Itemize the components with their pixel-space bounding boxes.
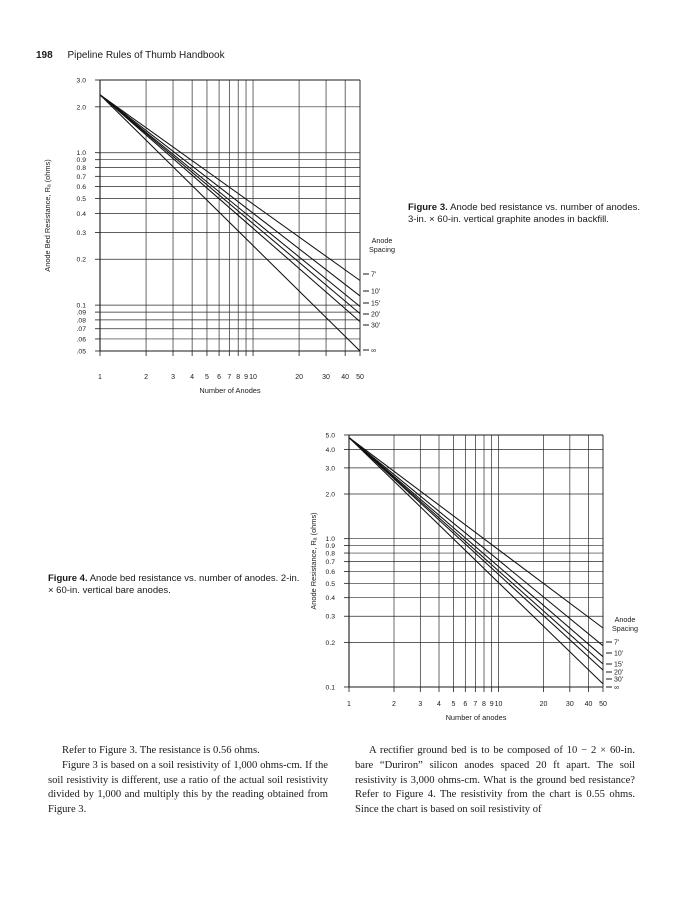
fig4-x-tick-label: 7 — [473, 701, 478, 708]
fig4-y-tick-label: 3.0 — [325, 465, 335, 473]
fig4-legend-title: Spacing — [612, 624, 638, 633]
fig3-x-tick-label: 2 — [144, 374, 149, 381]
body-paragraph: Refer to Figure 3. The resistance is 0.56 ohms. — [62, 745, 260, 756]
fig4-legend-label: ∞ — [614, 684, 619, 692]
fig3-x-tick-label: 20 — [295, 374, 304, 381]
fig4-y-tick-label: 0.6 — [325, 569, 335, 577]
fig3-legend-label: 30' — [371, 322, 381, 330]
fig3-legend-label: 10' — [371, 288, 381, 296]
fig4-series-line — [349, 438, 603, 670]
fig4-legend-label: 20' — [614, 669, 624, 677]
fig3-y-tick-label: 0.5 — [76, 196, 86, 204]
fig4-y-tick-label: 5.0 — [325, 432, 335, 440]
fig3-y-tick-label: 0.7 — [76, 173, 86, 181]
fig4-series-line — [349, 438, 603, 684]
fig4-series-line — [349, 438, 603, 657]
fig4-y-tick-label: 2.0 — [325, 491, 335, 499]
body-paragraph: Figure 3 is based on a soil resistivity of 1,000 ohms-cm. If the soil resistivity is different, use a ratio of the actual soil resistivity divided by 1,000 and multiply this by the reading obtained from Figure 3. — [48, 759, 328, 816]
fig4-x-tick-label: 50 — [599, 701, 607, 708]
fig4-y-tick-label: 1.0 — [325, 536, 335, 544]
fig3-x-tick-label: 40 — [341, 374, 350, 381]
fig4-x-tick-label: 30 — [565, 701, 574, 708]
fig4-legend-title: Anode — [614, 615, 636, 624]
fig4-y-tick-label: 0.8 — [325, 550, 335, 558]
fig4-y-tick-label: 0.1 — [325, 684, 335, 692]
page-number: 198 — [36, 50, 53, 61]
book-title: Pipeline Rules of Thumb Handbook — [67, 50, 225, 61]
figure-4-label: Figure 4. — [48, 573, 88, 584]
fig4-legend-label: 15' — [614, 661, 624, 669]
fig4-x-tick-label: 40 — [584, 701, 593, 708]
fig4-x-tick-label: 8 — [482, 701, 486, 708]
fig4-x-tick-label: 6 — [463, 701, 468, 708]
fig3-x-tick-label: 8 — [236, 374, 241, 381]
fig4-x-axis-title: Number of anodes — [445, 713, 507, 722]
fig4-y-tick-label: 0.7 — [325, 559, 335, 567]
fig3-legend-title: Anode — [371, 236, 393, 245]
fig3-legend-label: 20' — [371, 311, 381, 319]
fig4-x-tick-label: 9 — [489, 701, 494, 708]
fig3-legend-title: Spacing — [369, 245, 395, 254]
fig4-series-line — [349, 438, 603, 646]
fig3-y-tick-label: .08 — [76, 317, 86, 325]
fig4-x-tick-label: 3 — [418, 701, 423, 708]
fig3-x-tick-label: 7 — [227, 374, 232, 381]
fig4-legend-label: 10' — [614, 650, 624, 658]
fig3-y-tick-label: 0.2 — [76, 256, 86, 264]
fig3-y-tick-label: 0.4 — [76, 210, 86, 218]
fig4-y-tick-label: 0.9 — [325, 542, 335, 550]
figure-3-caption-text: Anode bed resistance vs. number of anodes. 3-in. × 60-in. vertical graphite anodes in backfill. — [408, 202, 640, 225]
fig3-y-tick-label: 0.9 — [76, 157, 86, 165]
fig4-y-tick-label: 0.4 — [325, 595, 335, 603]
fig4-x-tick-label: 20 — [539, 701, 548, 708]
fig3-y-tick-label: .09 — [76, 309, 86, 317]
fig3-y-tick-label: 0.1 — [76, 302, 86, 310]
fig4-legend-label: 30' — [614, 676, 624, 684]
fig3-y-tick-label: 0.3 — [76, 229, 86, 237]
fig4-x-tick-label: 4 — [437, 701, 441, 708]
figure-3-caption — [408, 202, 640, 226]
fig4-legend-label: 7' — [614, 639, 620, 647]
fig4-y-tick-label: 0.2 — [325, 639, 335, 647]
fig3-x-tick-label: 50 — [356, 374, 364, 381]
fig3-x-tick-label: 5 — [205, 374, 209, 381]
fig4-y-tick-label: 4.0 — [325, 446, 335, 454]
fig4-y-tick-label: 0.3 — [325, 613, 335, 621]
fig4-x-tick-label: 2 — [392, 701, 396, 708]
fig4-x-tick-label: 10 — [494, 701, 503, 708]
figure-3-label: Figure 3. — [408, 202, 448, 213]
fig3-legend-label: 7' — [371, 271, 377, 279]
fig3-x-axis-title: Number of Anodes — [199, 386, 261, 395]
fig3-y-tick-label: 0.8 — [76, 164, 86, 172]
figure-4-caption — [48, 573, 300, 597]
fig3-x-tick-label: 1 — [98, 374, 102, 381]
fig3-y-axis-title: Anode Bed Resistance, Rₐ (ohms) — [43, 159, 52, 272]
fig3-legend-label: ∞ — [371, 347, 376, 355]
fig4-x-tick-label: 1 — [347, 701, 351, 708]
fig3-y-tick-label: 1.0 — [76, 150, 86, 158]
body-text-left-column — [48, 744, 328, 818]
fig3-y-tick-label: 3.0 — [76, 77, 86, 85]
fig3-x-tick-label: 30 — [322, 374, 330, 381]
fig3-x-tick-label: 9 — [244, 374, 248, 381]
fig4-y-tick-label: 0.5 — [325, 580, 335, 588]
body-paragraph: A rectifier ground bed is to be composed of 10 − 2 × 60-in. bare “Duriron” silicon anodes spaced 20 ft apart. The soil resistivity is 3,000 ohms-cm. What is the ground bed resistance? Refer to Figure 4. The resistivity from the chart is 0.55 ohms. Since the chart is based on soil resistivity of — [355, 745, 635, 816]
fig4-series-line — [349, 438, 603, 664]
fig3-y-tick-label: .05 — [76, 348, 86, 356]
fig3-y-tick-label: 0.6 — [76, 184, 86, 192]
fig4-series-line — [349, 438, 603, 628]
fig3-x-tick-label: 10 — [249, 374, 257, 381]
fig3-x-tick-label: 4 — [190, 374, 195, 381]
fig3-y-tick-label: .06 — [76, 336, 86, 344]
body-text-right-column — [355, 744, 635, 818]
fig3-legend-label: 15' — [371, 300, 381, 308]
fig3-x-tick-label: 3 — [171, 374, 175, 381]
fig4-y-axis-title: Anode Resistance, Rₐ (ohms) — [309, 512, 318, 610]
fig3-y-tick-label: .07 — [76, 326, 86, 334]
fig3-x-tick-label: 6 — [217, 374, 222, 381]
fig4-x-tick-label: 5 — [451, 701, 456, 708]
figure-4-caption-text: Anode bed resistance vs. number of anodes. 2-in. × 60-in. vertical bare anodes. — [48, 573, 300, 596]
fig3-y-tick-label: 2.0 — [76, 104, 86, 112]
